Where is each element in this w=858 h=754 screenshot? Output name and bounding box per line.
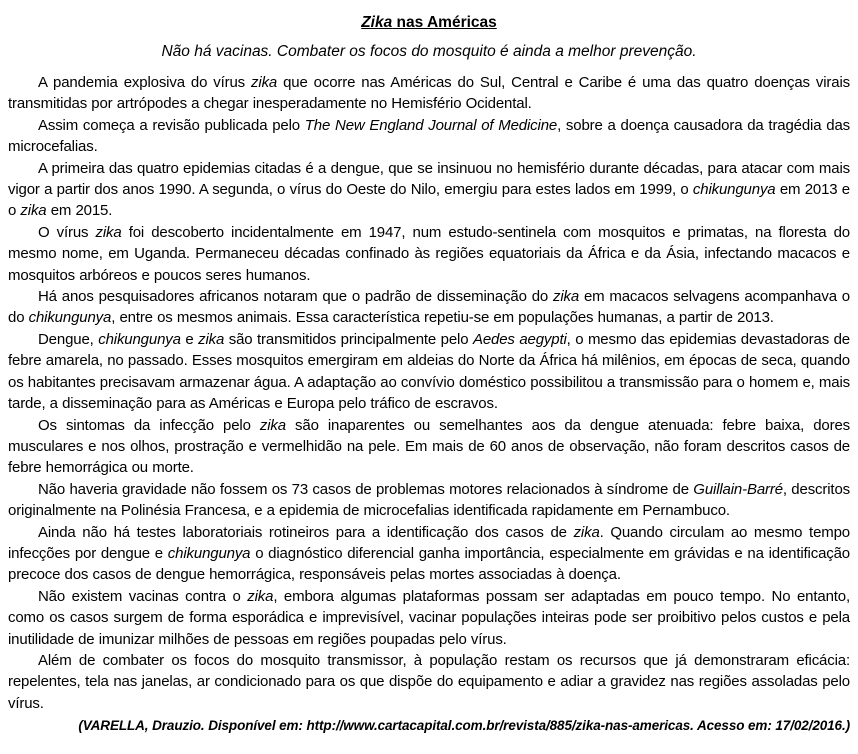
italic-text-run: zika bbox=[95, 223, 122, 241]
text-run: Não existem vacinas contra o bbox=[38, 587, 248, 605]
italic-text-run: chikungunya bbox=[167, 544, 251, 562]
text-run: e bbox=[180, 330, 199, 348]
paragraph bbox=[8, 522, 850, 586]
text-run: foi descoberto incidentalmente em 1947, num estudo-sentinela com mosquitos e primatas, na floresta do mesmo nome, em Uganda. Permaneceu décadas confinado às regiões equatoriais da África e da Ásia, infectando macacos e mosquitos arbóreos e poucos seres humanos. bbox=[8, 223, 850, 284]
paragraph bbox=[8, 158, 850, 222]
italic-text-run: zika bbox=[552, 288, 580, 306]
paragraph bbox=[8, 650, 850, 714]
italic-text-run: Aedes aegypti bbox=[472, 330, 567, 348]
text-run: Há anos pesquisadores africanos notaram que o padrão de disseminação do bbox=[38, 288, 553, 306]
text-run: o diagnóstico diferencial ganha importância, especialmente em grávidas e na identificação precoce dos casos de dengue hemorrágica, responsáveis pelas mortes associadas à doença. bbox=[8, 544, 850, 584]
text-run: O vírus bbox=[38, 223, 96, 241]
paragraph bbox=[8, 479, 850, 522]
text-run: . Quando circulam ao mesmo tempo infecções por dengue e bbox=[8, 523, 850, 562]
text-run: Ainda não há testes laboratoriais rotineiros para a identificação dos casos de bbox=[38, 523, 574, 541]
paragraph bbox=[8, 286, 850, 329]
italic-text-run: zika bbox=[20, 202, 47, 220]
text-run: Dengue, bbox=[38, 330, 99, 348]
article-body bbox=[8, 72, 850, 714]
page-title-text bbox=[361, 14, 497, 31]
text-run: são transmitidos principalmente pelo bbox=[224, 330, 473, 348]
paragraph bbox=[8, 586, 850, 650]
text-run: A primeira das quatro epidemias citadas é a dengue, que se insinuou no hemisfério durante décadas, para atacar com mais vigor a partir dos anos 1990. A segunda, o vírus do Oeste do Nilo, emergiu para estes lados em 1999, o bbox=[8, 159, 850, 199]
italic-text-run: zika bbox=[198, 330, 225, 348]
text-run: , sobre a doença causadora da tragédia das microcefalias. bbox=[8, 116, 850, 156]
text-run: são inaparentes ou semelhantes aos da dengue atenuada: febre baixa, dores musculares e nos olhos, prostração e vermelhidão na pele. Em mais de 60 anos de observação, não foram descritos casos de febre hemorrágica ou morte. bbox=[8, 416, 850, 477]
text-run: em 2015. bbox=[46, 202, 113, 220]
text-run: , entre os mesmos animais. Essa característica repetiu-se em populações humanas, a partir de 2013. bbox=[111, 309, 774, 327]
text-run: em 2013 e o bbox=[8, 181, 850, 220]
italic-text-run: zika bbox=[251, 74, 278, 91]
paragraph bbox=[8, 115, 850, 158]
citation: (VARELLA, Drauzio. Disponível em: http://www.cartacapital.com.br/revista/885/zika-nas-americas. Acesso em: 17/02/2016.) bbox=[78, 718, 850, 734]
italic-text-run: Zika bbox=[361, 14, 393, 31]
text-run: Assim começa a revisão publicada pelo bbox=[38, 116, 305, 134]
paragraph bbox=[8, 72, 850, 115]
text-run: Não haveria gravidade não fossem os 73 casos de problemas motores relacionados à síndrome de bbox=[38, 480, 694, 498]
italic-text-run: zika bbox=[573, 523, 600, 541]
italic-text-run: The New England Journal of Medicine bbox=[304, 116, 558, 134]
italic-text-run: chikungunya bbox=[28, 309, 112, 327]
italic-text-run: zika bbox=[247, 587, 274, 605]
text-run: nas Américas bbox=[392, 14, 497, 31]
italic-text-run: chikungunya bbox=[98, 330, 181, 348]
text-run: A pandemia explosiva do vírus bbox=[38, 74, 252, 91]
italic-text-run: chikungunya bbox=[692, 181, 776, 199]
italic-text-run: Guillain-Barré bbox=[693, 480, 783, 498]
paragraph bbox=[8, 415, 850, 479]
page-title bbox=[8, 12, 850, 33]
paragraph bbox=[8, 222, 850, 286]
text-run: , o mesmo das epidemias devastadoras de febre amarela, no passado. Esses mosquitos emergiram em aldeias do Norte da África há milênios, em épocas de seca, quando os habitantes precisavam armazenar água. A adaptação ao convívio doméstico possibilitou a transmissão para o homem e, mais tarde, a disseminação para as Américas e Europa pelo tráfico de escravos. bbox=[8, 330, 850, 413]
text-run: Além de combater os focos do mosquito transmissor, à população restam os recursos que já demonstraram eficácia: repelentes, tela nas janelas, ar condicionado para os que dispõe do equipamento e adiar a gravidez nas regiões assoladas pelo vírus. bbox=[8, 651, 850, 712]
text-run: que ocorre nas Américas do Sul, Central e Caribe é uma das quatro doenças virais transmitidas por artrópodes a chegar inesperadamente no Hemisfério Ocidental. bbox=[8, 74, 850, 113]
subtitle: Não há vacinas. Combater os focos do mosquito é ainda a melhor prevenção. bbox=[161, 43, 697, 60]
text-run: , embora algumas plataformas possam ser adaptadas em pouco tempo. No entanto, como os casos surgem de forma esporádica e imprevisível, vacinar populações inteiras pode ser proibitivo pelos custos e pela inutilidade de imunizar milhões de pessoas em regiões poupadas pelo vírus. bbox=[8, 587, 850, 648]
text-run: , descritos originalmente na Polinésia Francesa, e a epidemia de microcefalias identificada rapidamente em Pernambuco. bbox=[8, 480, 850, 520]
paragraph bbox=[8, 329, 850, 415]
italic-text-run: zika bbox=[259, 416, 286, 434]
text-run: Os sintomas da infecção pelo bbox=[38, 416, 260, 434]
text-run: em macacos selvagens acompanhava o do bbox=[8, 288, 850, 327]
